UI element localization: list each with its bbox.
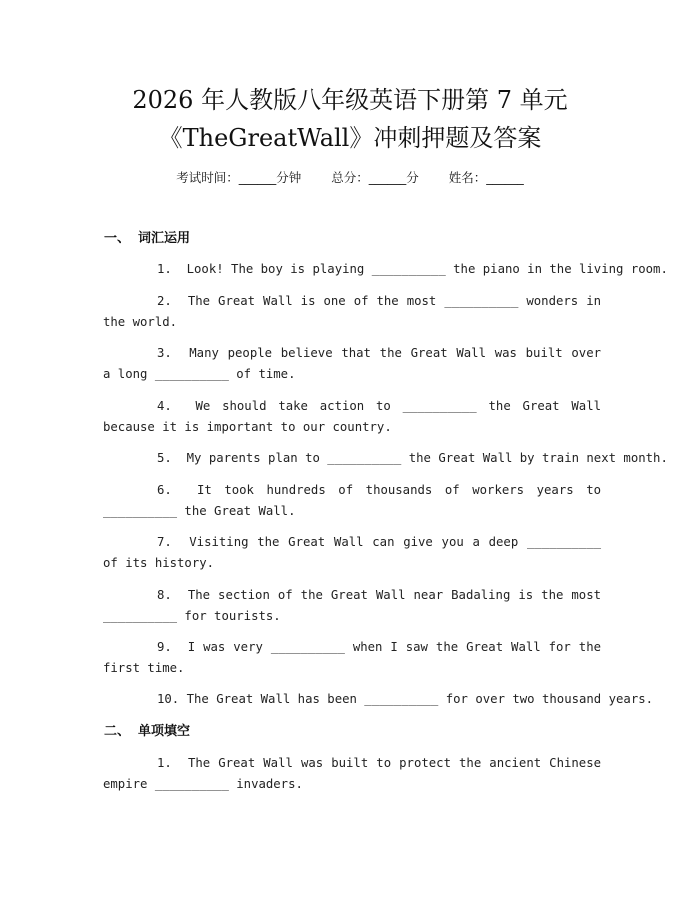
question-item: [103, 585, 601, 627]
section-number: 二、: [104, 724, 131, 739]
question-number: 8.: [157, 588, 172, 602]
question-item: [103, 532, 601, 574]
section-heading: [104, 723, 190, 741]
question-text: Visiting the Great Wall can give you a deep __________ of its history.: [103, 535, 602, 570]
document-title-line2: 《TheGreatWall》冲刺押题及答案: [158, 124, 542, 152]
question-text: The Great Wall has been __________ for over two thousand years.: [186, 692, 654, 706]
question-item: [103, 480, 601, 522]
question-text: The section of the Great Wall near Badaling is the most __________ for tourists.: [103, 588, 602, 623]
question-text: Many people believe that the Great Wall was built over a long __________ of time.: [103, 346, 602, 381]
question-text: I was very __________ when I saw the Great Wall for the first time.: [103, 640, 602, 675]
question-number: 5.: [157, 451, 172, 465]
question-number: 4.: [157, 399, 172, 413]
section-number: 一、: [104, 231, 131, 246]
question-number: 3.: [157, 346, 172, 360]
document-title-line1: 2026 年人教版八年级英语下册第 7 单元: [132, 86, 568, 114]
question-item: [103, 291, 601, 333]
question-text: The Great Wall was built to protect the ancient Chinese empire __________ invaders.: [103, 756, 602, 791]
question-text: The Great Wall is one of the most __________ wonders in the world.: [103, 294, 602, 329]
section-title: 词汇运用: [138, 231, 191, 246]
question-number: 10.: [157, 692, 180, 706]
question-number: 1.: [157, 262, 172, 276]
question-item: [103, 753, 601, 795]
section-title: 单项填空: [138, 724, 191, 739]
question-number: 9.: [157, 640, 172, 654]
question-number: 2.: [157, 294, 172, 308]
question-text: Look! The boy is playing __________ the piano in the living room.: [186, 262, 668, 276]
question-text: We should take action to __________ the Great Wall because it is important to our country.: [103, 399, 601, 434]
total-score-field: 总分：______分: [331, 170, 419, 185]
exam-info: [0, 169, 700, 187]
exam-time-field: 考试时间：______分钟: [176, 170, 302, 185]
question-item: [103, 637, 601, 679]
question-item: [103, 259, 668, 280]
question-number: 6.: [157, 483, 172, 497]
question-item: [103, 396, 601, 438]
question-number: 7.: [157, 535, 172, 549]
question-text: It took hundreds of thousands of workers years to __________ the Great Wall.: [103, 483, 602, 518]
section-heading: [104, 230, 190, 248]
question-item: [103, 343, 601, 385]
question-number: 1.: [157, 756, 172, 770]
question-item: [103, 448, 668, 469]
question-text: My parents plan to __________ the Great Wall by train next month.: [186, 451, 668, 465]
name-field: 姓名：______: [448, 170, 524, 185]
question-item: [103, 689, 654, 710]
